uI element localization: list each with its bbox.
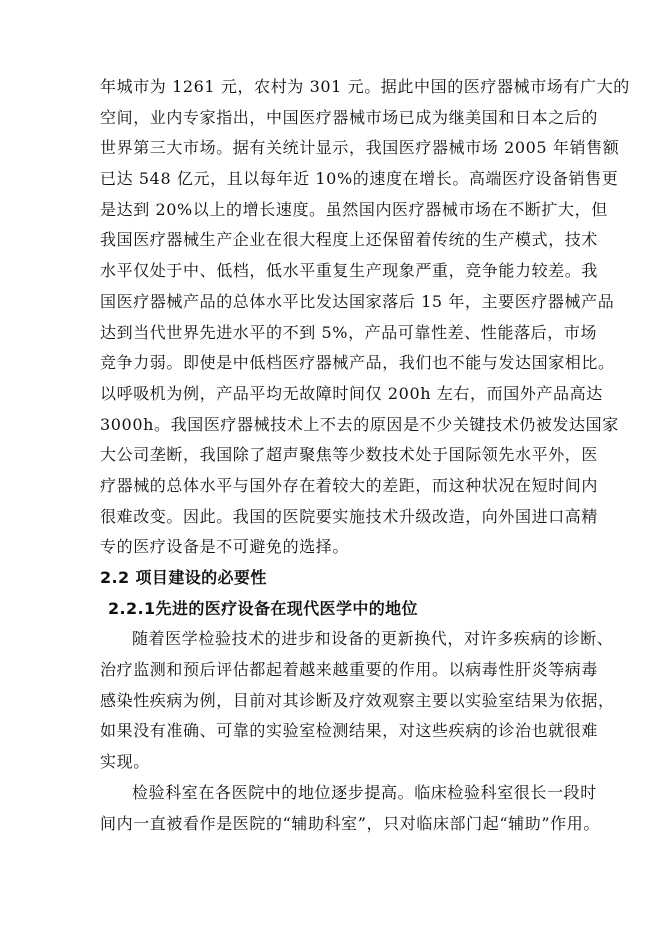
text-line: 专的医疗设备是不可避免的选择。 (100, 537, 350, 557)
paragraph-market-overview (100, 72, 630, 563)
text-line: 随着医学检验技术的进步和设备的更新换代，对许多疾病的诊断、 (132, 629, 614, 649)
text-line: 3000h。我国医疗器械技术上不去的原因是不少关键技术仍被发达国家 (100, 414, 619, 434)
text-line: 很难改变。因此。我国的医院要实施技术升级改造，向外国进口高精 (100, 506, 599, 526)
text-line: 间内一直被看作是医院的“辅助科室”，只对临床部门起“辅助”作用。 (100, 813, 600, 833)
text-line: 年城市为 1261 元，农村为 301 元。据此中国的医疗器械市场有广大的 (100, 77, 630, 96)
text-line: 如果没有准确、可靠的实验室检测结果，对这些疾病的诊治也就很难 (100, 721, 599, 741)
text-line: 感染性疾病为例，目前对其诊断及疗效观察主要以实验室结果为依据， (100, 690, 615, 710)
section-heading-2-2: 2.2 项目建设的必要性 (100, 568, 267, 587)
text-line: 世界第三大市场。据有关统计显示，我国医疗器械市场 2005 年销售额 (100, 138, 620, 158)
text-line: 国医疗器械产品的总体水平比发达国家落后 15 年，主要医疗器械产品 (100, 291, 615, 311)
text-line: 水平仅处于中、低档，低水平重复生产现象严重，竞争能力较差。我 (100, 261, 599, 281)
paragraph-medical-equipment-role (100, 624, 615, 777)
text-line: 已达 548 亿元，且以每年近 10%的速度在增长。高端医疗设备销售更 (100, 169, 619, 189)
text-line: 是达到 20%以上的增长速度。虽然国内医疗器械市场在不断扩大，但 (100, 199, 608, 219)
text-line: 我国医疗器械生产企业在很大程度上还保留着传统的生产模式，技术 (100, 230, 599, 250)
text-line: 疗器械的总体水平与国外存在着较大的差距，而这种状况在短时间内 (100, 475, 599, 495)
text-line: 治疗监测和预后评估都起着越来越重要的作用。以病毒性肝炎等病毒 (100, 660, 599, 680)
text-line: 检验科室在各医院中的地位逐步提高。临床检验科室很长一段时 (132, 782, 597, 802)
text-line: 大公司垄断，我国除了超声聚焦等少数技术处于国际领先水平外，医 (100, 445, 599, 465)
text-line: 竞争力弱。即使是中低档医疗器械产品，我们也不能与发达国家相比。 (100, 353, 615, 373)
text-line: 达到当代世界先进水平的不到 5%，产品可靠性差、性能落后，市场 (100, 322, 598, 342)
paragraph-lab-department-status (100, 778, 600, 839)
text-line: 实现。 (100, 752, 150, 772)
section-heading-2-2-1: 2.2.1先进的医疗设备在现代医学中的地位 (108, 598, 418, 618)
text-line: 空间，业内专家指出，中国医疗器械市场已成为继美国和日本之后的 (100, 107, 599, 127)
text-line: 以呼吸机为例，产品平均无故障时间仅 200h 左右，而国外产品高达 (100, 383, 603, 403)
document-body (100, 72, 630, 839)
